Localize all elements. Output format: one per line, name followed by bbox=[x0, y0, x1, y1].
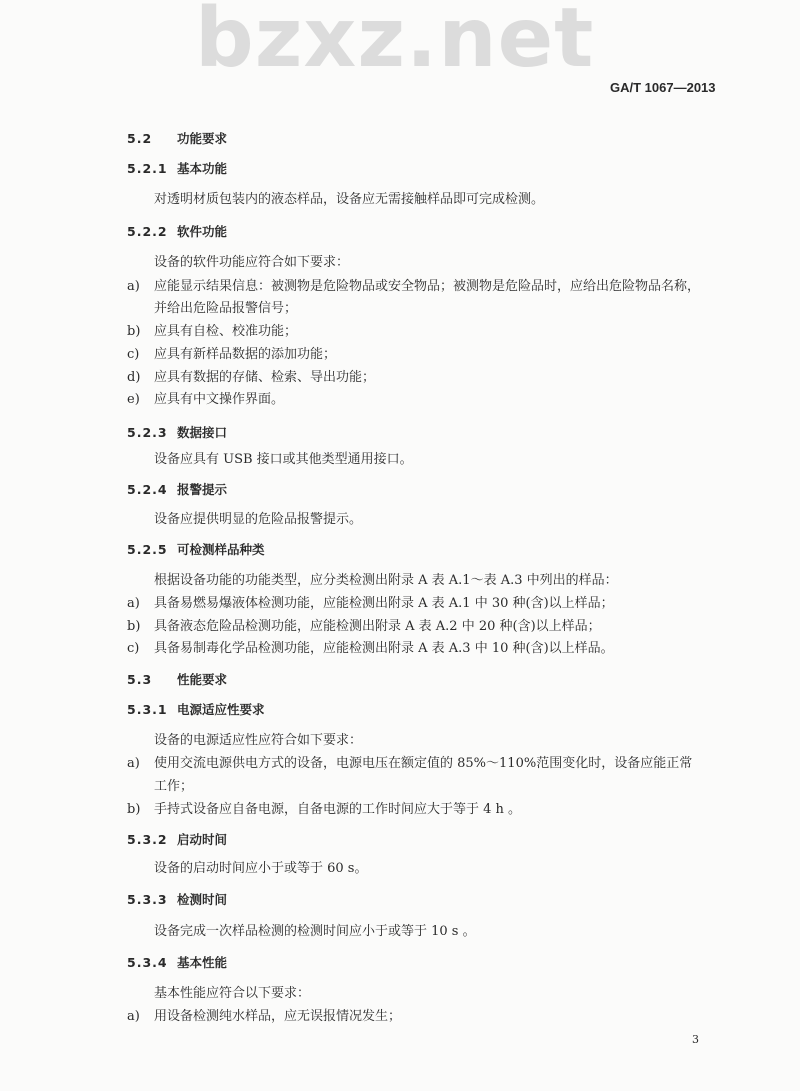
heading-5-2-4 bbox=[127, 482, 227, 498]
list-item-continuation: 工作； bbox=[154, 779, 194, 794]
list-label: a) bbox=[127, 756, 140, 771]
heading-title: 可检测样品种类 bbox=[177, 542, 265, 557]
heading-number: 5.2 bbox=[127, 131, 153, 146]
list-label: a) bbox=[127, 1009, 140, 1024]
heading-title: 功能要求 bbox=[177, 131, 228, 146]
paragraph: 对透明材质包装内的液态样品，设备应无需接触样品即可完成检测。 bbox=[154, 192, 545, 207]
paragraph: 设备应具有 USB 接口或其他类型通用接口。 bbox=[154, 452, 413, 467]
watermark: bzxz.net bbox=[195, 0, 595, 86]
heading-number: 5.2.1 bbox=[127, 161, 168, 176]
heading-title: 性能要求 bbox=[177, 672, 228, 687]
paragraph: 设备完成一次样品检测的检测时间应小于或等于 10 s 。 bbox=[154, 924, 476, 939]
list-label: a) bbox=[127, 279, 140, 294]
heading-number: 5.3.2 bbox=[127, 832, 168, 847]
standard-code: GA/T 1067—2013 bbox=[610, 80, 716, 95]
list-label: b) bbox=[127, 324, 141, 339]
heading-number: 5.3.3 bbox=[127, 892, 168, 907]
heading-number: 5.3.4 bbox=[127, 955, 168, 970]
list-item: 应具有中文操作界面。 bbox=[154, 392, 285, 407]
heading-5-2-1 bbox=[127, 161, 227, 177]
heading-number: 5.3.1 bbox=[127, 702, 168, 717]
heading-5-2-5 bbox=[127, 542, 265, 558]
heading-5-2-2 bbox=[127, 224, 227, 240]
paragraph: 设备的电源适应性应符合如下要求： bbox=[154, 733, 363, 748]
list-item: 应具有自检、校准功能； bbox=[154, 324, 298, 339]
list-item: 应能显示结果信息：被测物是危险物品或安全物品；被测物是危险品时，应给出危险物品名称， bbox=[154, 279, 701, 294]
list-label: a) bbox=[127, 596, 140, 611]
heading-5-2-3 bbox=[127, 425, 227, 441]
list-item: 具备易制毒化学品检测功能，应能检测出附录 A 表 A.3 中 10 种(含)以上样品。 bbox=[154, 641, 614, 656]
heading-5-2 bbox=[127, 131, 227, 147]
list-label: b) bbox=[127, 619, 141, 634]
heading-number: 5.2.4 bbox=[127, 482, 168, 497]
paragraph: 基本性能应符合以下要求： bbox=[154, 986, 311, 1001]
paragraph: 设备应提供明显的危险品报警提示。 bbox=[154, 512, 363, 527]
heading-number: 5.3 bbox=[127, 672, 153, 687]
heading-number: 5.2.3 bbox=[127, 425, 168, 440]
heading-title: 基本性能 bbox=[177, 955, 228, 970]
paragraph: 设备的软件功能应符合如下要求： bbox=[154, 255, 350, 270]
list-label: b) bbox=[127, 802, 141, 817]
paragraph: 根据设备功能的功能类型，应分类检测出附录 A 表 A.1～表 A.3 中列出的样品： bbox=[154, 573, 618, 588]
heading-title: 检测时间 bbox=[177, 892, 228, 907]
heading-5-3-1 bbox=[127, 702, 265, 718]
list-item: 具备易燃易爆液体检测功能，应能检测出附录 A 表 A.1 中 30 种(含)以上样品； bbox=[154, 596, 614, 611]
heading-5-3 bbox=[127, 672, 227, 688]
list-item: 使用交流电源供电方式的设备，电源电压在额定值的 85%～110%范围变化时，设备应能正常 bbox=[154, 756, 693, 771]
heading-title: 基本功能 bbox=[177, 161, 228, 176]
heading-number: 5.2.2 bbox=[127, 224, 168, 239]
list-label: e) bbox=[127, 392, 140, 407]
list-item: 手持式设备应自备电源，自备电源的工作时间应大于等于 4 h 。 bbox=[154, 802, 522, 817]
heading-number: 5.2.5 bbox=[127, 542, 168, 557]
heading-title: 报警提示 bbox=[177, 482, 228, 497]
paragraph: 设备的启动时间应小于或等于 60 s。 bbox=[154, 861, 368, 876]
heading-title: 电源适应性要求 bbox=[177, 702, 265, 717]
list-item: 用设备检测纯水样品，应无误报情况发生； bbox=[154, 1009, 402, 1024]
list-item: 具备液态危险品检测功能，应能检测出附录 A 表 A.2 中 20 种(含)以上样品； bbox=[154, 619, 601, 634]
list-item-continuation: 并给出危险品报警信号； bbox=[154, 301, 298, 316]
heading-title: 数据接口 bbox=[177, 425, 228, 440]
heading-title: 启动时间 bbox=[177, 832, 228, 847]
page-number: 3 bbox=[692, 1033, 699, 1046]
list-item: 应具有数据的存储、检索、导出功能； bbox=[154, 370, 376, 385]
list-item: 应具有新样品数据的添加功能； bbox=[154, 347, 337, 362]
heading-5-3-2 bbox=[127, 832, 227, 848]
list-label: c) bbox=[127, 641, 140, 656]
heading-5-3-3 bbox=[127, 892, 227, 908]
list-label: c) bbox=[127, 347, 140, 362]
heading-title: 软件功能 bbox=[177, 224, 228, 239]
list-label: d) bbox=[127, 370, 141, 385]
heading-5-3-4 bbox=[127, 955, 227, 971]
